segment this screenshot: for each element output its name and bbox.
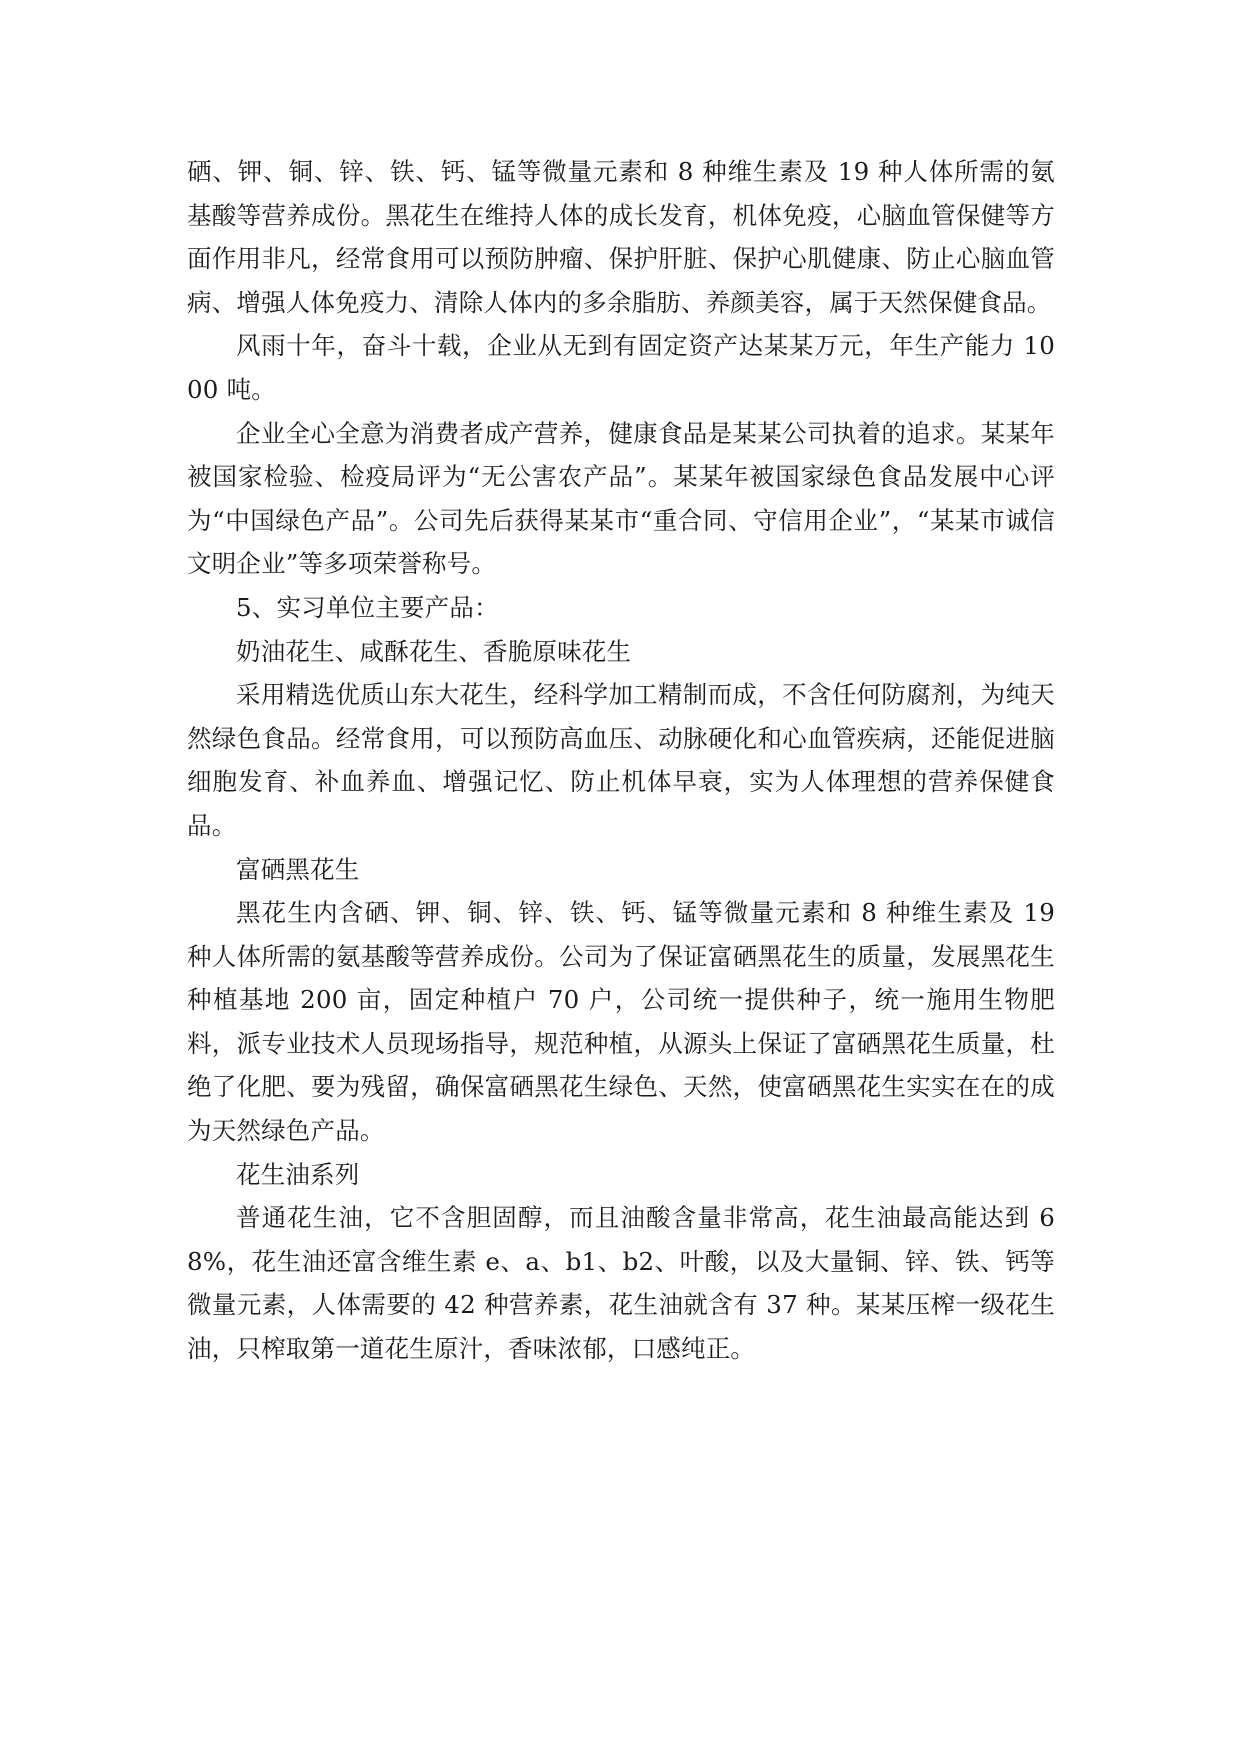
product-heading-peanuts: 奶油花生、咸酥花生、香脆原味花生 [236,636,632,666]
section-heading-main-products: 5、实习单位主要产品： [236,592,499,622]
paragraph-company-honors: 企业全心全意为消费者成产营养，健康食品是某某公司执着的追求。某某年被国家检验、检疫局评为“无公害农产品”。某某年被国家绿色食品发展中心评为“中国绿色产品”。公司先后获得某某市“重合同、守信用企业”，“某某市诚信文明企业”等多项荣誉称号。 [187,418,1055,579]
paragraph-peanuts-description: 采用精选优质山东大花生，经科学加工精制而成，不含任何防腐剂，为纯天然绿色食品。经常食用，可以预防高血压、动脉硬化和心血管疾病，还能促进脑细胞发育、补血养血、增强记忆、防止机体早衰，实为人体理想的营养保健食品。 [187,680,1055,840]
paragraph-black-peanut-description: 黑花生内含硒、钾、铜、锌、铁、钙、锰等微量元素和 8 种维生素及 19 种人体所需的氨基酸等营养成份。公司为了保证富硒黑花生的质量，发展黑花生种植基地 200 亩，固定种植户 70 户，公司统一提供种子，统一施用生物肥料，派专业技术人员现场指导，规范种植，从源头上保证了富硒黑花生质量，杜绝了化肥、要为残留，确保富硒黑花生绿色、天然，使富硒黑花生实实在在的成为天然绿色产品。 [187,898,1055,1146]
product-heading-peanut-oil: 花生油系列 [236,1159,360,1189]
paragraph-peanut-oil-description: 普通花生油，它不含胆固醇，而且油酸含量非常高，花生油最高能达到 68%，花生油还富含维生素 e、a、b1、b2、叶酸，以及大量铜、锌、铁、钙等微量元素，人体需要的 42 种营养素，花生油就含有 37 种。某某压榨一级花生油，只榨取第一道花生原汁，香味浓郁，口感纯正。 [187,1203,1055,1364]
paragraph-company-history: 风雨十年，奋斗十载，企业从无到有固定资产达某某万元，年生产能力 1000 吨。 [187,331,1055,404]
product-heading-black-peanut: 富硒黑花生 [236,854,360,884]
document-body [187,150,1055,1371]
paragraph-continued-nutrients: 硒、钾、铜、锌、铁、钙、锰等微量元素和 8 种维生素及 19 种人体所需的氨基酸等营养成份。黑花生在维持人体的成长发育，机体免疫，心脑血管保健等方面作用非凡，经常食用可以预防肿瘤、保护肝脏、保护心肌健康、防止心脑血管病、增强人体免疫力、清除人体内的多余脂肪、养颜美容，属于天然保健食品。 [187,157,1055,317]
